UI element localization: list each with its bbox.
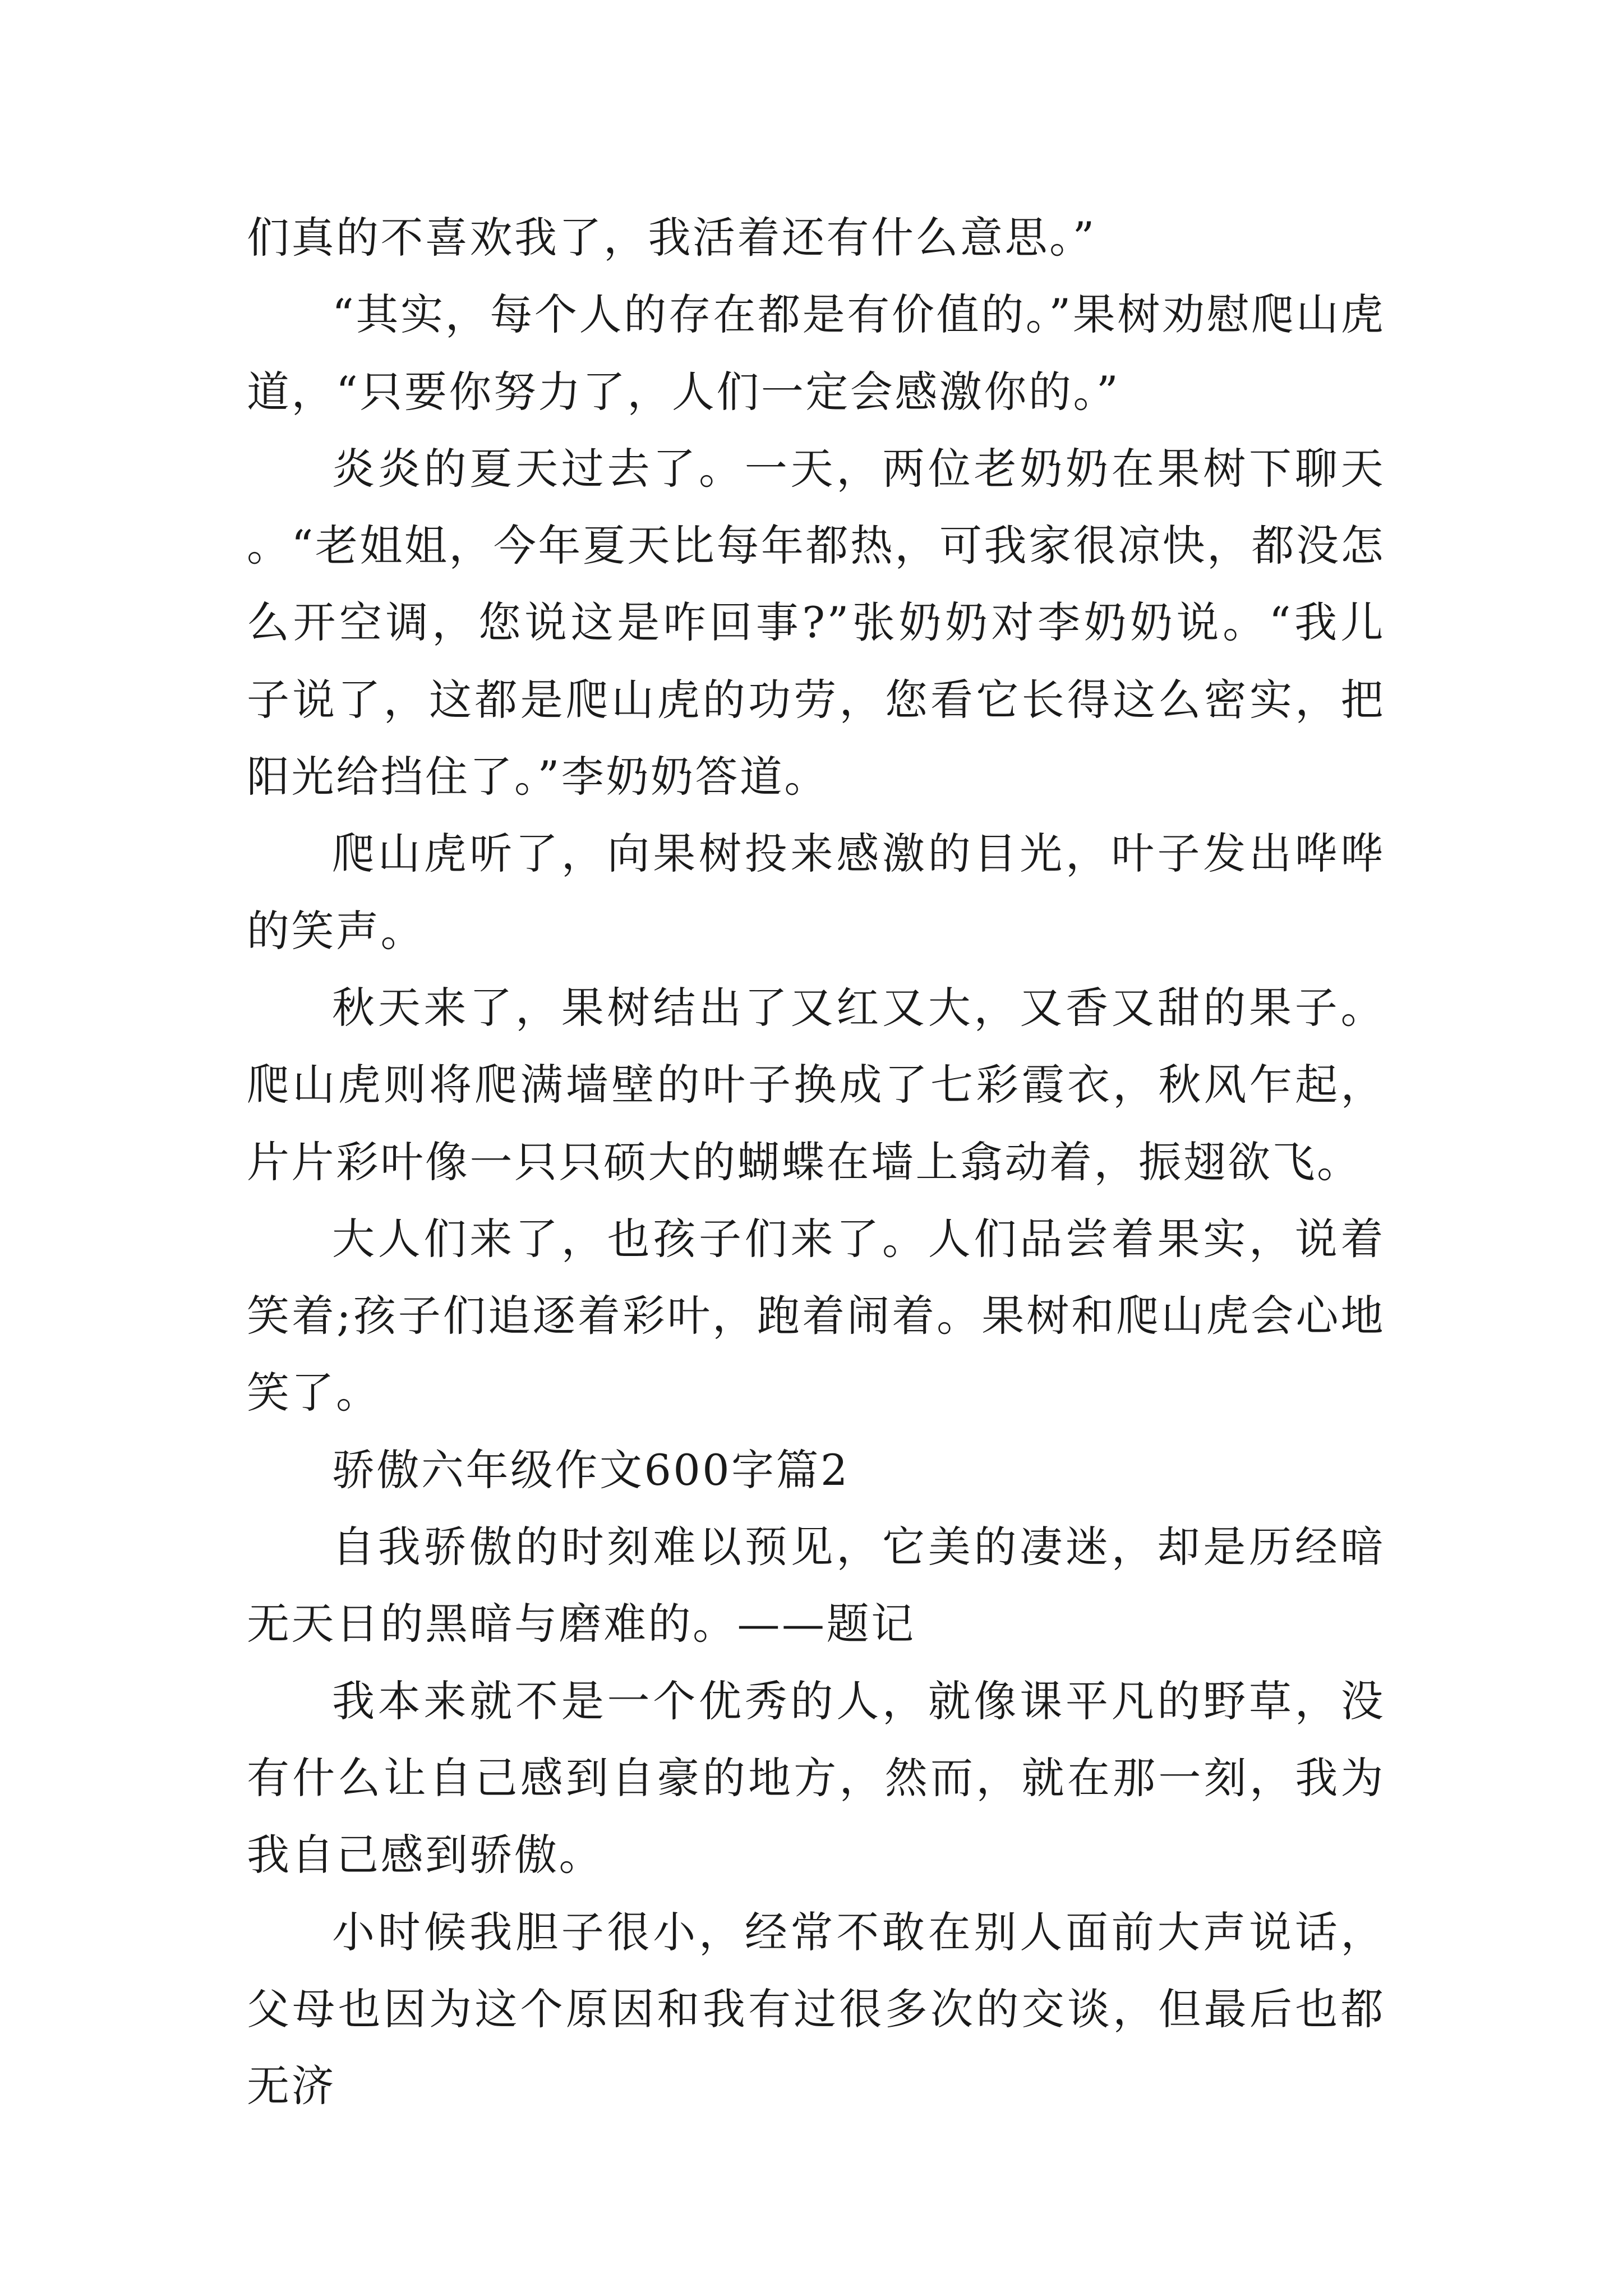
paragraph: 小时候我胆子很小，经常不敢在别人面前大声说话，父母也因为这个原因和我有过很多次的交谈，但最后也都无济 [247,1907,1385,2111]
paragraph: 大人们来了，也孩子们来了。人们品尝着果实，说着笑着;孩子们追逐着彩叶，跑着闹着。果树和爬山虎会心地笑了。 [247,1213,1385,1418]
paragraph: 我本来就不是一个优秀的人，就像课平凡的野草，没有什么让自己感到自豪的地方，然而，就在那一刻，我为我自己感到骄傲。 [247,1676,1385,1880]
paragraph: 自我骄傲的时刻难以预见，它美的凄迷，却是历经暗无天日的黑暗与磨难的。——题记 [247,1522,1385,1649]
paragraph: 秋天来了，果树结出了又红又大，又香又甜的果子。爬山虎则将爬满墙壁的叶子换成了七彩霞衣，秋风乍起，片片彩叶像一只只硕大的蝴蝶在墙上翕动着，振翅欲飞。 [247,982,1385,1187]
paragraph: “其实，每个人的存在都是有价值的。”果树劝慰爬山虎道，“只要你努力了，人们一定会感激你的。” [247,289,1385,417]
section-heading: 骄傲六年级作文600字篇2 [332,1444,850,1495]
paragraph: 炎炎的夏天过去了。一天，两位老奶奶在果树下聊天。“老姐姐，今年夏天比每年都热，可我家很凉快，都没怎么开空调，您说这是咋回事?”张奶奶对李奶奶说。“我儿子说了，这都是爬山虎的功劳，您看它长得这么密实，把阳光给挡住了。”李奶奶答道。 [247,443,1385,802]
paragraph: 爬山虎听了，向果树投来感激的目光，叶子发出哗哗的笑声。 [247,829,1385,956]
document-body [247,199,1385,2124]
paragraph: 们真的不喜欢我了，我活着还有什么意思。” [247,213,1096,263]
